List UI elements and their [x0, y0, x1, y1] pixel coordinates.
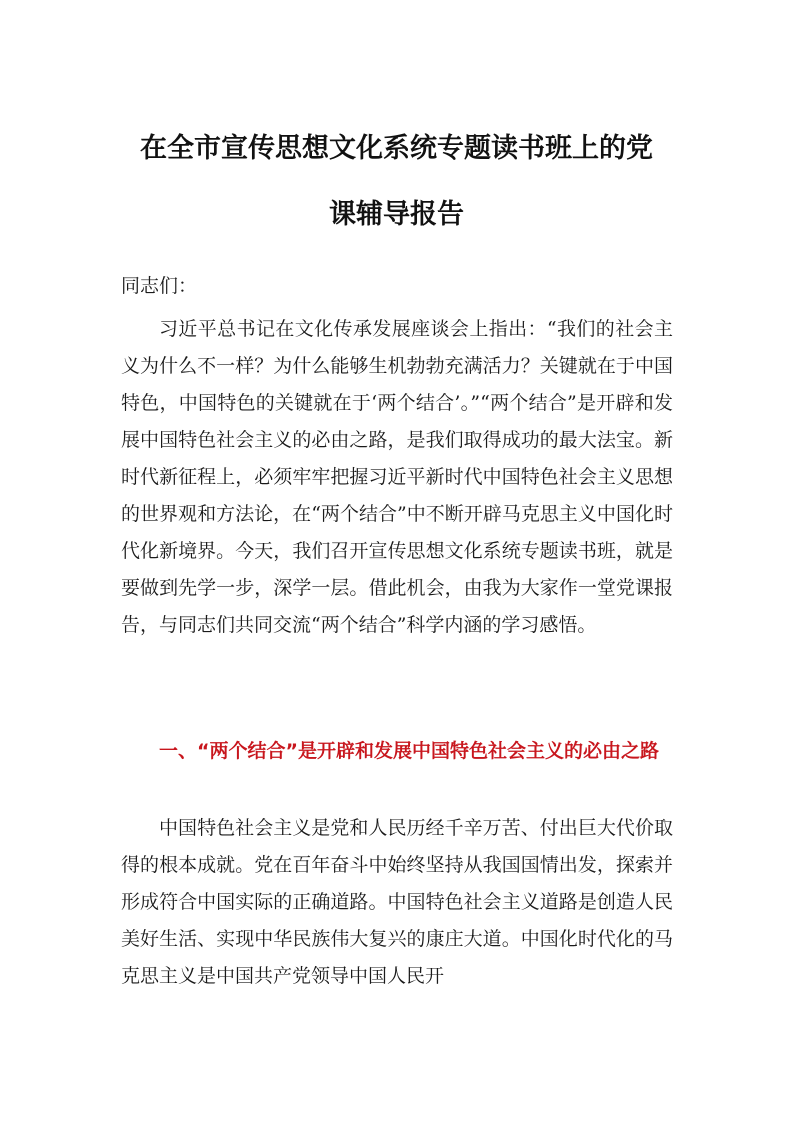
salutation: 同志们：	[121, 275, 198, 297]
document-title-line-2: 课辅导报告	[329, 199, 464, 230]
paragraph-section-1: 中国特色社会主义是党和人民历经千辛万苦、付出巨大代价取得的根本成就。党在百年奋斗中始终坚持从我国国情出发，探索并形成符合中国实际的正确道路。中国特色社会主义道路是创造人民美好生活、实现中华民族伟大复兴的康庄大道。中国化时代化的马克思主义是中国共产党领导中国人民开	[121, 817, 673, 987]
document-title-line-1: 在全市宣传思想文化系统专题读书班上的党	[140, 133, 653, 164]
section-heading-1: 一、“两个结合”是开辟和发展中国特色社会主义的必由之路	[159, 740, 659, 762]
paragraph-intro: 习近平总书记在文化传承发展座谈会上指出：“我们的社会主义为什么不一样？为什么能够生机勃勃充满活力？关键就在于中国特色，中国特色的关键就在于‘两个结合’。”“两个结合”是开辟和发展中国特色社会主义的必由之路，是我们取得成功的最大法宝。新时代新征程上，必须牢牢把握习近平新时代中国特色社会主义思想的世界观和方法论，在“两个结合”中不断开辟马克思主义中国化时代化新境界。今天，我们召开宣传思想文化系统专题读书班，就是要做到先学一步，深学一层。借此机会，由我为大家作一堂党课报告，与同志们共同交流“两个结合”科学内涵的学习感悟。	[121, 318, 673, 636]
